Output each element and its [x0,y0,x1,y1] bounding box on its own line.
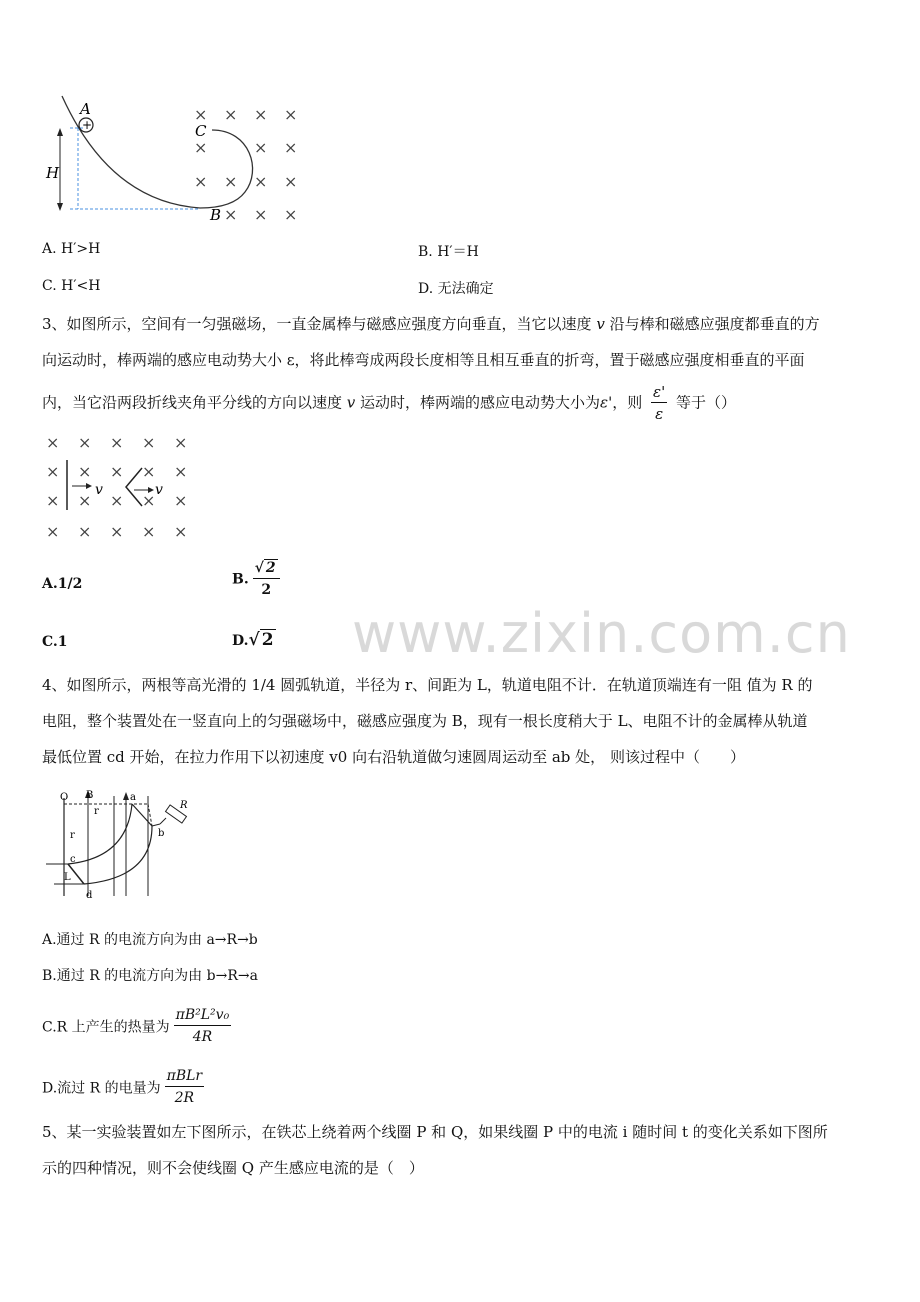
q3-ratio-fraction: $\frac{\varepsilon'}{\varepsilon}$ [653,383,666,423]
field-cross: × [46,522,60,540]
field-cross: × [142,491,156,510]
v-label-1: v [95,482,103,498]
q3-option-a[interactable]: A.1/2 [42,576,83,592]
q5-line-2: 示的四种情况，则不会使线圈 Q 产生感应电流的是（ ） [42,1159,424,1177]
field-cross: × [110,491,124,510]
watermark: www.zixin.com.cn [352,602,851,665]
q4-option-b[interactable]: B.通过 R 的电流方向为由 b→R→a [42,968,258,984]
label-o: O [60,792,69,803]
field-cross: × [46,462,60,481]
label-l: L [64,872,71,883]
field-cross: × [78,522,92,540]
q2-option-d[interactable]: D. 无法确定 [418,281,494,297]
field-cross: × [194,138,208,157]
label-c-point: c [70,854,76,865]
field-cross: × [78,462,92,481]
field-cross: × [224,105,238,124]
field-cross: × [78,491,92,510]
q4-line-2: 电阻，整个装置处在一竖直向上的匀强磁场中，磁感应强度为 B，现有一根长度稍大于 L、电阻不计的金属棒从轨道 [42,712,808,730]
field-cross: × [254,172,268,191]
field-cross: × [46,491,60,510]
field-cross: × [254,105,268,124]
q3-line-2: 向运动时，棒两端的感应电动势大小 ε，将此棒弯成两段长度相等且相互垂直的折弯，置于磁感应强度相垂直的平面 [42,351,805,369]
q5-line-1: 5、某一实验装置如左下图所示，在铁芯上绕着两个线圈 P 和 Q，如果线圈 P 中的电流 i 随时间 t 的变化关系如下图所 [42,1123,828,1141]
figure-bent-rod [40,430,200,540]
q2-option-b[interactable]: B. H′＝H [418,244,479,260]
q3-line-1: 3、如图所示，空间有一匀强磁场，一直金属棒与磁感应强度方向垂直，当它以速度 v 沿与棒和磁感应强度都垂直的方 [42,315,820,333]
field-cross: × [142,522,156,540]
figure-magnetic-track [40,92,320,232]
field-cross: × [46,433,60,452]
field-cross: × [194,172,208,191]
q3-line-3: 内，当它沿两段折线夹角平分线的方向以速度 v 运动时，棒两端的感应电动势大小为ε'，则 $\frac{\varepsilon'}{\varepsilon}$ 等于（） [42,383,737,423]
field-cross: × [224,172,238,191]
field-cross: × [110,462,124,481]
q4-option-c[interactable]: C.R 上产生的热量为 $\frac{\text{πB²L²v₀}}{4R}$ [42,1007,230,1045]
field-cross: × [174,433,188,452]
q2-option-c[interactable]: C. H′<H [42,278,101,294]
label-d-point: d [86,890,93,901]
field-cross: × [284,172,298,191]
label-b-point: b [158,828,165,839]
label-b: B [210,206,222,224]
field-cross: × [174,522,188,540]
label-c: C [195,122,207,140]
field-cross: × [142,433,156,452]
charge-symbol: + [82,118,93,132]
q4-line-1: 4、如图所示，两根等高光滑的 1/4 圆弧轨道，半径为 r、间距为 L，轨道电阻不计．在轨道顶端连有一阻 值为 R 的 [42,676,813,694]
field-cross: × [284,138,298,157]
field-cross: × [142,462,156,481]
label-r-top: r [94,806,99,817]
label-resistor: R [180,800,188,811]
figure-arc-rails [42,786,202,904]
v-label-2: v [155,482,163,498]
field-cross: × [110,522,124,540]
field-cross: × [284,205,298,224]
field-cross: × [78,433,92,452]
q3-option-c[interactable]: C.1 [42,634,68,650]
label-r-side: r [70,830,75,841]
field-cross: × [174,462,188,481]
field-cross: × [110,433,124,452]
label-a-point: a [130,792,136,803]
field-cross: × [254,205,268,224]
label-h: H [46,164,60,182]
q3-option-d[interactable]: D.√ 2 [232,630,274,650]
q4-option-a[interactable]: A.通过 R 的电流方向为由 a→R→b [42,932,258,948]
q2-option-a[interactable]: A. H′>H [42,241,101,257]
q4-line-3: 最低位置 cd 开始，在拉力作用下以初速度 v0 向右沿轨道做匀速圆周运动至 ab 处， 则该过程中（ ） [42,748,745,766]
field-cross: × [254,138,268,157]
field-cross: × [284,105,298,124]
field-cross: × [194,105,208,124]
label-a: A [80,100,91,118]
field-cross: × [174,491,188,510]
field-cross: × [224,205,238,224]
q4-option-d[interactable]: D.流过 R 的电量为 $\frac{\text{πBLr}}{2R}$ [42,1068,203,1106]
label-field-b: B [86,790,94,801]
q3-option-b[interactable]: B. $\frac{√ 2}{2}$ [232,558,284,601]
